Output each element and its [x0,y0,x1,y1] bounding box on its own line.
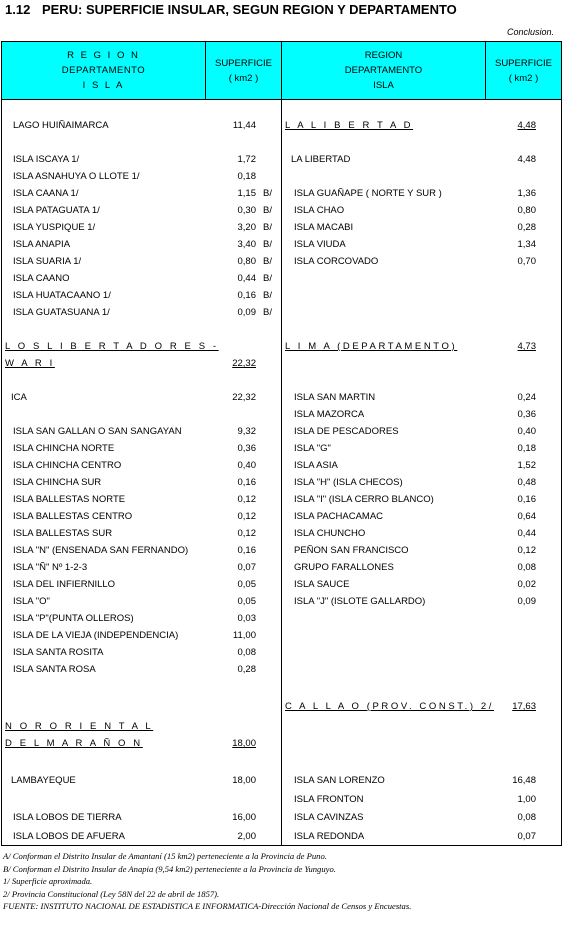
right-row-value: 0,40 [517,426,536,437]
left-row-value: 0,44 [237,273,256,284]
left-row-value: 22,32 [232,358,256,369]
left-row-value: 18,00 [232,738,256,749]
header-right-superficie [486,42,561,99]
left-row-value: 0,16 [237,545,256,556]
left-row-value: 0,07 [237,562,256,573]
left-row-value: 16,00 [232,812,256,823]
left-row-label: ISLA DEL INFIERNILLO [13,579,116,590]
left-row-value: 0,40 [237,460,256,471]
right-row-value: 0,08 [517,812,536,823]
conclusion-label: Conclusion. [506,27,554,37]
header-text: SUPERFICIE [494,57,552,69]
right-row-value: 1,34 [517,239,536,250]
header-right-region [282,42,485,99]
header-left-superficie [206,42,281,99]
right-row-value: 0,16 [517,494,536,505]
header-text: DEPARTAMENTO [344,65,423,76]
left-row-value: 0,08 [237,647,256,658]
right-row-label: ISLA DE PESCADORES [294,426,399,437]
left-row-value: 9,32 [237,426,256,437]
left-row-label: ISLA PATAGUATA 1/ [13,205,100,216]
left-row-value: 0,12 [237,511,256,522]
header-text: I S L A [82,80,125,91]
left-row-label: ISLA SANTA ROSITA [13,647,104,658]
right-row-value: 0,28 [517,222,536,233]
right-row-label: ISLA CORCOVADO [294,256,379,267]
header-text: SUPERFICIE [214,57,272,69]
left-row-flag: B/ [263,188,272,199]
right-row-value: 0,48 [517,477,536,488]
left-row-value: 3,40 [237,239,256,250]
right-row-label: ISLA CHAO [294,205,345,216]
right-row-label: ISLA CHUNCHO [294,528,366,539]
left-row-flag: B/ [263,256,272,267]
header-text: ( km2 ) [508,72,539,84]
left-row-label: ISLA CHINCHA NORTE [13,443,115,454]
left-row-value: 0,30 [237,205,256,216]
right-row-label: ISLA SAN LORENZO [294,775,385,786]
left-row-label: ISLA "P"(PUNTA OLLEROS) [13,613,134,624]
right-row-value: 17,63 [512,701,536,712]
right-row-value: 1,36 [517,188,536,199]
left-row-label: ISLA BALLESTAS NORTE [13,494,126,505]
left-row-label: ISLA CHINCHA CENTRO [13,460,122,471]
right-row-label: GRUPO FARALLONES [294,562,394,573]
right-row-label: ISLA "J" (ISLOTE GALLARDO) [294,596,426,607]
right-row-value: 0,80 [517,205,536,216]
right-row-value: 4,48 [517,154,536,165]
header-left-region [2,42,205,99]
left-row-label: LAMBAYEQUE [11,775,76,786]
column-divider [485,42,486,99]
right-row-value: 0,07 [517,831,536,842]
column-divider [205,42,206,99]
table-title: PERU: SUPERFICIE INSULAR, SEGUN REGION Y DEPARTAMENTO [41,2,457,17]
left-row-flag: B/ [263,239,272,250]
right-row-label: ISLA "G" [294,443,331,454]
right-row-value: 0,08 [517,562,536,573]
right-row-label: ISLA "I" (ISLA CERRO BLANCO) [294,494,434,505]
footnotes [3,850,411,913]
right-row-value: 0,18 [517,443,536,454]
header-text: R E G I O N [67,50,140,61]
right-row-value: 0,36 [517,409,536,420]
right-row-value: 0,09 [517,596,536,607]
left-row-value: 3,20 [237,222,256,233]
left-row-value: 0,03 [237,613,256,624]
column-divider [281,42,282,845]
left-row-label: ISLA BALLESTAS CENTRO [13,511,133,522]
left-row-value: 0,12 [237,528,256,539]
right-row-label: ISLA ASIA [294,460,338,471]
header-text: ISLA [373,80,394,91]
left-row-flag: B/ [263,290,272,301]
left-row-label: ISLA CHINCHA SUR [13,477,102,488]
left-row-label: ISLA "O" [13,596,50,607]
footnote: B/ Conforman el Distrito Insular de Anapia (9,54 km2) perteneciente a la Provincia de Yunguyo. [3,863,336,874]
right-row-label: C A L L A O (PROV. CONST.) 2/ [285,701,494,712]
left-row-label: ISLA SANTA ROSA [13,664,96,675]
right-row-label: ISLA MACABI [294,222,354,233]
right-row-label: ISLA MAZORCA [294,409,365,420]
right-row-label: L A L I B E R T A D [285,120,414,131]
left-row-value: 0,16 [237,477,256,488]
right-row-value: 0,64 [517,511,536,522]
left-row-label: ISLA ANAPIA [13,239,71,250]
right-row-value: 4,48 [517,120,536,131]
right-row-value: 0,70 [517,256,536,267]
left-row-flag: B/ [263,307,272,318]
left-row-label: ISLA GUATASUANA 1/ [13,307,110,318]
left-row-value: 0,80 [237,256,256,267]
left-row-label: ISLA "N" (ENSENADA SAN FERNANDO) [13,545,189,556]
right-row-value: 0,12 [517,545,536,556]
page-title [5,2,457,17]
left-row-label: ISLA DE LA VIEJA (INDEPENDENCIA) [13,630,179,641]
left-row-label: L O S L I B E R T A D O R E S - [5,341,219,352]
left-row-label: ISLA CAANA 1/ [13,188,79,199]
left-row-value: 0,16 [237,290,256,301]
footnote: 2/ Provincia Constitucional (Ley 58N del 22 de abril de 1857). [3,888,220,899]
header-text: DEPARTAMENTO [61,65,146,76]
right-row-value: 16,48 [512,775,536,786]
right-row-label: ISLA "H" (ISLA CHECOS) [294,477,403,488]
left-row-flag: B/ [263,222,272,233]
right-row-value: 4,73 [517,341,536,352]
left-row-value: 11,00 [232,630,256,641]
right-row-value: 1,00 [517,794,536,805]
data-table [1,41,562,846]
left-row-flag: B/ [263,205,272,216]
right-row-label: ISLA VIUDA [294,239,346,250]
footnote: 1/ Superficie aproximada. [3,876,93,886]
left-row-value: 0,09 [237,307,256,318]
left-row-label: W A R I [5,358,55,369]
left-row-value: 0,28 [237,664,256,675]
left-row-label: ISLA ISCAYA 1/ [13,154,80,165]
right-row-label: ISLA GUAÑAPE ( NORTE Y SUR ) [294,188,442,199]
right-row-label: ISLA SAN MARTIN [294,392,376,403]
left-row-label: ISLA SAN GALLAN O SAN SANGAYAN [13,426,182,437]
left-row-value: 0,36 [237,443,256,454]
right-row-label: ISLA PACHACAMAC [294,511,384,522]
left-row-value: 0,12 [237,494,256,505]
left-row-label: LAGO HUIÑAIMARCA [13,120,109,131]
right-row-label: PEÑON SAN FRANCISCO [294,545,409,556]
left-row-label: D E L M A R A Ñ O N [5,738,143,749]
right-row-label: LA LIBERTAD [291,154,351,165]
left-row-label: ISLA HUATACAANO 1/ [13,290,111,301]
right-row-label: L I M A (DEPARTAMENTO) [285,341,458,352]
right-row-value: 0,24 [517,392,536,403]
left-row-value: 0,05 [237,596,256,607]
right-row-label: ISLA REDONDA [294,831,365,842]
left-row-value: 22,32 [232,392,256,403]
left-row-value: 18,00 [232,775,256,786]
right-row-label: ISLA CAVINZAS [294,812,364,823]
right-row-label: ISLA FRONTON [294,794,364,805]
right-row-value: 0,44 [517,528,536,539]
left-row-value: 1,15 [237,188,256,199]
left-row-value: 0,18 [237,171,256,182]
right-row-value: 1,52 [517,460,536,471]
left-row-value: 2,00 [237,831,256,842]
left-row-label: ISLA CAANO [13,273,70,284]
left-row-label: ISLA BALLESTAS SUR [13,528,113,539]
footnote: FUENTE: INSTITUTO NACIONAL DE ESTADISTICA E INFORMATICA-Dirección Nacional de Censos y Encuestas. [3,901,412,911]
left-row-value: 0,05 [237,579,256,590]
left-row-label: ISLA LOBOS DE TIERRA [13,812,122,823]
right-row-label: ISLA SAUCE [294,579,350,590]
left-row-label: N O R O R I E N T A L [5,721,154,732]
header-text: REGION [364,50,403,61]
footnote: A/ Conforman el Distrito Insular de Amantaní (15 km2) perteneciente a la Provincia de Puno. [3,851,327,861]
left-row-value: 1,72 [237,154,256,165]
left-row-label: ISLA ASNAHUYA O LLOTE 1/ [13,171,140,182]
left-row-value: 11,44 [232,120,256,131]
right-row-value: 0,02 [517,579,536,590]
left-row-label: ICA [11,392,27,403]
left-row-label: ISLA SUARIA 1/ [13,256,82,267]
header-text: ( km2 ) [228,72,259,84]
left-row-flag: B/ [263,273,272,284]
left-row-label: ISLA YUSPIQUE 1/ [13,222,96,233]
table-number: 1.12 [5,2,31,17]
left-row-label: ISLA "Ñ" Nº 1-2-3 [13,562,88,573]
left-row-label: ISLA LOBOS DE AFUERA [13,831,125,842]
